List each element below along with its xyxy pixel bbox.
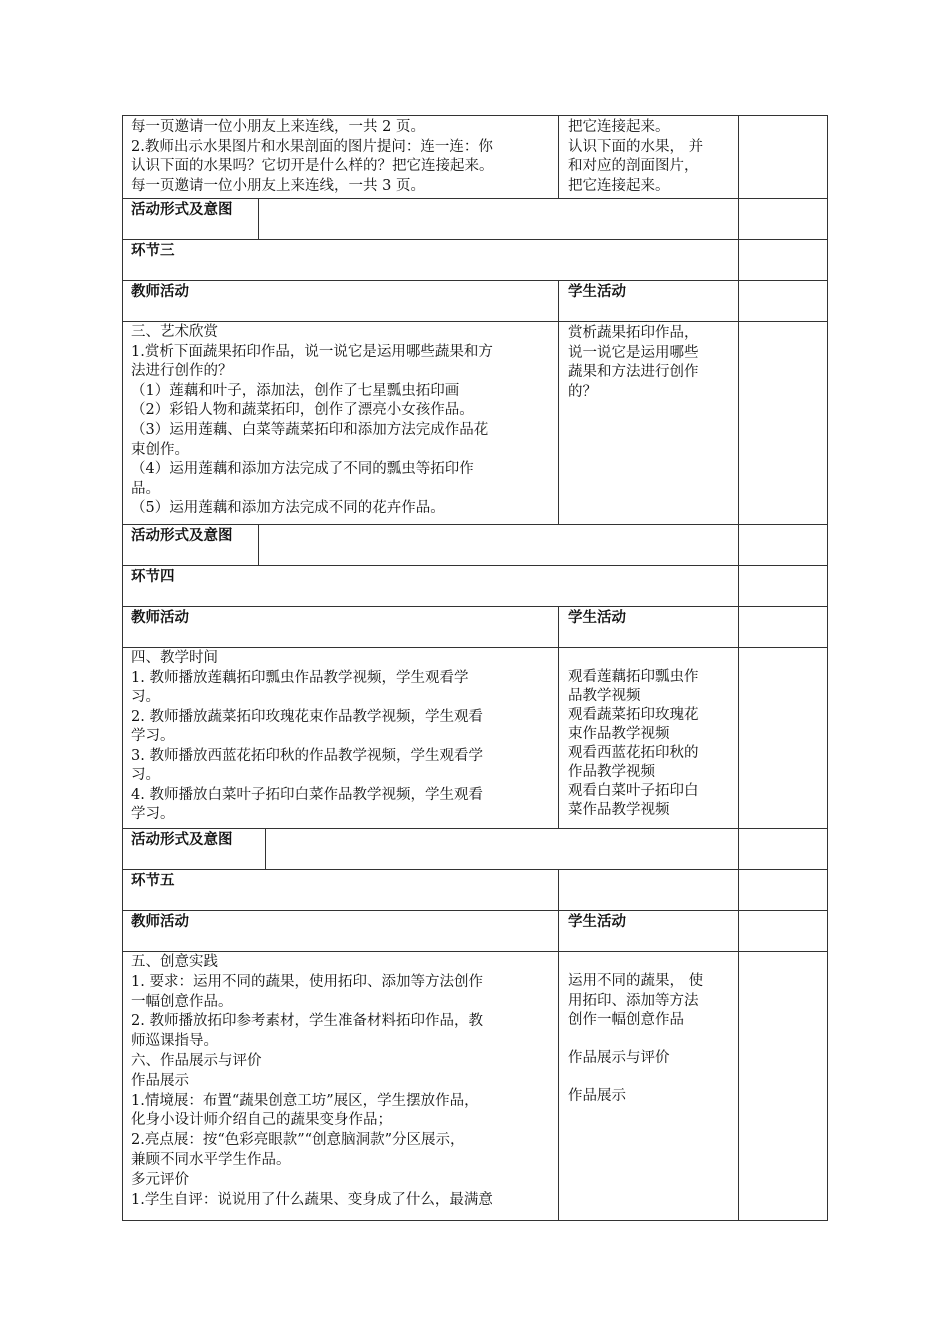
section4-student-text: 观看莲藕拓印瓢虫作 品教学视频 观看蔬菜拓印玫瑰花 束作品教学视频 观看西蓝花拓印秋的 作品教学视频 观看白菜叶子拓印白 菜作品教学视频 — [568, 669, 699, 818]
section4-extra-cell — [738, 565, 828, 607]
section4-header-extra-cell — [738, 606, 828, 648]
section3-title-cell — [122, 239, 739, 281]
section4-title: 环节四 — [131, 569, 175, 585]
section3-student-text: 赏析蔬果拓印作品， 说一说它是运用哪些 蔬果和方法进行创作 的？ — [568, 325, 699, 400]
section5-student-text-a: 运用不同的蔬果， 使 用拓印、添加等方法 创作一幅创意作品 — [568, 973, 704, 1028]
section3-student-header: 学生活动 — [568, 284, 626, 300]
activity-form-label-3: 活动形式及意图 — [131, 832, 233, 848]
activity-form-value-cell-1 — [258, 198, 739, 240]
activity-form-label-2: 活动形式及意图 — [131, 528, 233, 544]
activity-form-extra-cell-2 — [738, 524, 828, 566]
section5-student-header: 学生活动 — [568, 914, 626, 930]
top-extra-cell — [738, 115, 828, 199]
section5-teacher-text: 五、创意实践 1. 要求：运用不同的蔬果，使用拓印、添加等方法创作 一幅创意作品。 2. 教师播放拓印参考素材，学生准备材料拓印作品，教 师巡课指导。 六、作品展示与评价 作品展示 1.情境展：布置“蔬果创意工坊”展区，学生摆放作品， 化身小设计师介绍自己的蔬果变身作品； 2.亮点展：按“色彩亮眼款”“创意脑洞款”分区展示， 兼顾不同水平学生作品。 多元评价 1.学生自评：说说用了什么蔬果、变身成了什么，最满意 — [131, 954, 493, 1208]
section5-header-extra-cell — [738, 910, 828, 952]
activity-form-extra-cell-1 — [738, 198, 828, 240]
section3-teacher-text: 三、艺术欣赏 1.赏析下面蔬果拓印作品，说一说它是运用哪些蔬果和方 法进行创作的？ （1）莲藕和叶子，添加法，创作了七星瓢虫拓印画 （2）彩铅人物和蔬菜拓印，创作了漂亮小女孩作品。 （3）运用莲藕、白菜等蔬菜拓印和添加方法完成作品花 束创作。 （4）运用莲藕和添加方法完成了不同的瓢虫等拓印作 品。 （5）运用莲藕和添加方法完成不同的花卉作品。 — [131, 324, 493, 517]
activity-form-value-cell-3 — [265, 828, 739, 870]
section5-student-text-c: 作品展示 — [568, 1088, 626, 1104]
top-teacher-text: 每一页邀请一位小朋友上来连线，一共 2 页。 2.教师出示水果图片和水果剖面的图片提问：连一连：你 认识下面的水果吗？它切开是什么样的？把它连接起来。 每一页邀请一位小朋友上来连线，一共 3 页。 — [131, 119, 494, 194]
activity-form-label-1: 活动形式及意图 — [131, 202, 233, 218]
section4-teacher-text: 四、教学时间 1. 教师播放莲藕拓印瓢虫作品教学视频，学生观看学 习。 2. 教师播放蔬菜拓印玫瑰花束作品教学视频，学生观看 学习。 3. 教师播放西蓝花拓印秋的作品教学视频，学生观看学 习。 4. 教师播放白菜叶子拓印白菜作品教学视频，学生观看 学习。 — [131, 650, 483, 822]
section4-student-header: 学生活动 — [568, 610, 626, 626]
section4-title-cell — [122, 565, 739, 607]
section3-extra-content-cell — [738, 321, 828, 525]
section5-title: 环节五 — [131, 873, 175, 889]
section3-extra-cell — [738, 239, 828, 281]
section3-title: 环节三 — [131, 243, 175, 259]
section3-header-extra-cell — [738, 280, 828, 322]
section3-teacher-header: 教师活动 — [131, 284, 189, 300]
section4-extra-content-cell — [738, 647, 828, 829]
section5-extra-content-cell — [738, 951, 828, 1221]
activity-form-extra-cell-3 — [738, 828, 828, 870]
section5-title-cell — [122, 869, 559, 911]
section5-student-text-b: 作品展示与评价 — [568, 1050, 670, 1066]
section5-extra-cell — [738, 869, 828, 911]
section5-teacher-header: 教师活动 — [131, 914, 189, 930]
top-student-text: 把它连接起来。 认识下面的水果， 并 和对应的剖面图片， 把它连接起来。 — [568, 119, 704, 194]
section5-title-mid-cell — [558, 869, 739, 911]
section4-teacher-header: 教师活动 — [131, 610, 189, 626]
activity-form-value-cell-2 — [258, 524, 739, 566]
